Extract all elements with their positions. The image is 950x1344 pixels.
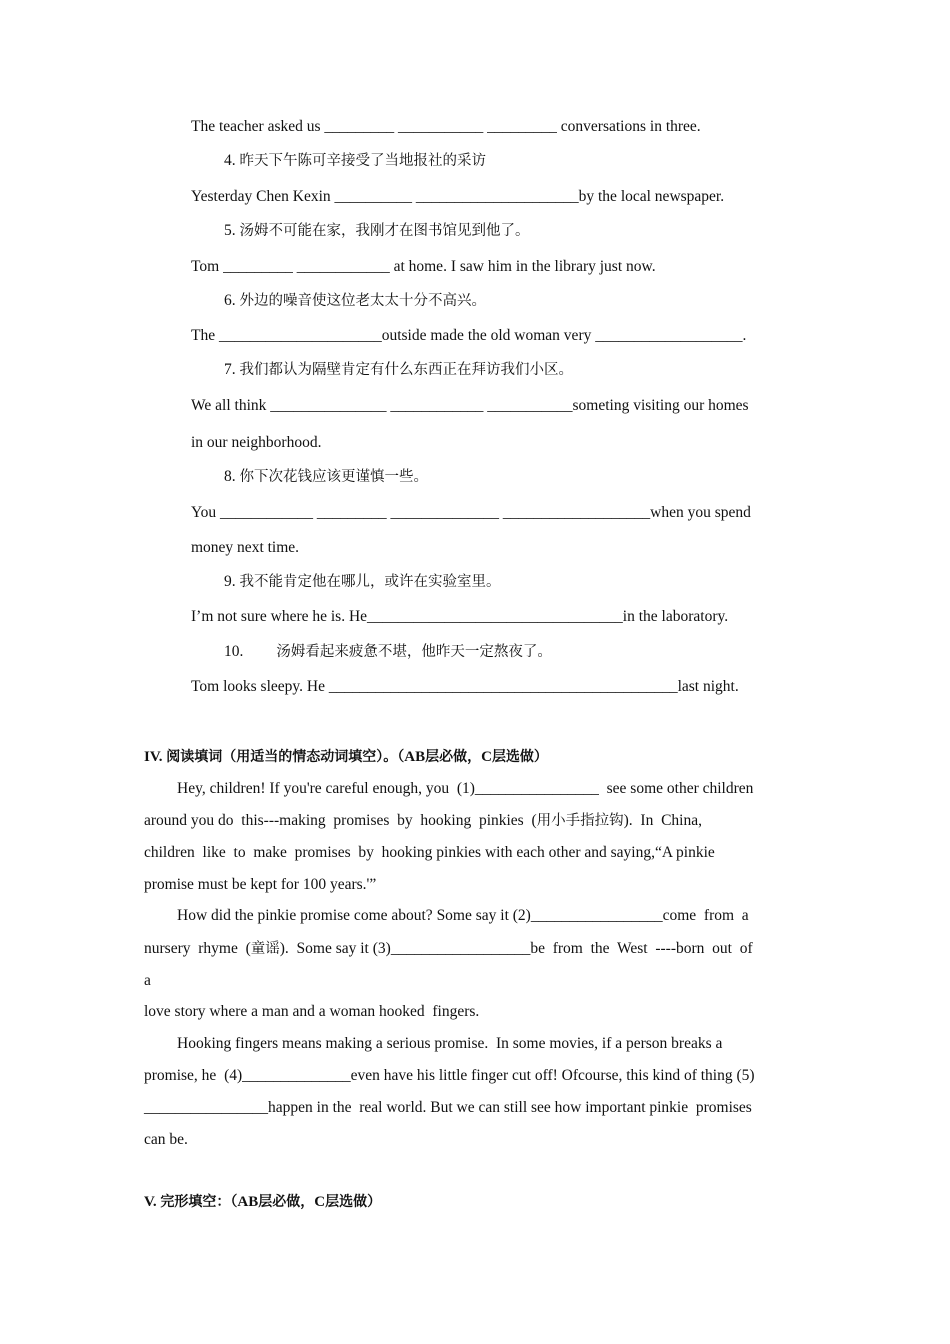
passage-line: How did the pinkie promise come about? Some say it (2)_________________come from a [177,907,749,924]
passage-line: Hey, children! If you're careful enough, you (1)________________ see some other children [177,780,754,797]
chinese-prompt: 汤姆看起来疲惫不堪，他昨天一定熬夜了。 [276,644,552,660]
passage-line: a [144,972,151,989]
question-4-answer-line: Yesterday Chen Kexin __________ _____________________by the local newspaper. [191,188,725,205]
question-8-prompt [224,467,428,487]
chinese-prompt: 外边的噪音使这位老太太十分不高兴。 [239,293,486,309]
chinese-prompt: 你下次花钱应该更谨慎一些。 [239,469,428,485]
heading-text: 层必做， [425,749,482,765]
passage-line: can be. [144,1131,188,1148]
question-6-prompt [224,291,486,311]
question-8-answer-line-2: money next time. [191,539,300,556]
question-9-answer-line: I’m not sure where he is. He_________________________________in the laboratory. [191,608,729,625]
passage-text: ). In China, [623,812,702,829]
passage-line: Hooking fingers means making a serious promise. In some movies, if a person breaks a [177,1035,723,1052]
question-number: 7. [224,361,236,378]
question-number: 8. [224,468,236,485]
question-5-prompt [224,221,530,241]
passage-line: promise, he (4)______________even have his little finger cut off! Ofcourse, this kind of thing (5) [144,1067,755,1084]
section-number: V. [144,1194,157,1210]
passage-line [144,811,702,831]
chinese-gloss: 童谣 [250,941,280,957]
question-number: 9. [224,573,236,590]
passage-line: ________________happen in the real world. But we can still see how important pinkie promises [144,1099,752,1116]
chinese-prompt: 汤姆不可能在家，我刚才在图书馆见到他了。 [239,223,530,239]
question-9-prompt [224,572,501,592]
section-number: IV. [144,749,163,765]
sentence-line: The teacher asked us _________ ___________ _________ conversations in three. [191,118,701,135]
section-4-heading [144,747,548,767]
passage-line: love story where a man and a woman hooked fingers. [144,1003,480,1020]
question-7-answer-line-2: in our neighborhood. [191,434,322,451]
passage-line: promise must be kept for 100 years.'” [144,876,377,893]
question-4-prompt [224,151,486,171]
passage-line: children like to make promises by hooking pinkies with each other and saying,“A pinkie [144,844,715,861]
question-number: 6. [224,292,236,309]
heading-text: 阅读填词（用适当的情态动词填空）。（ [166,749,405,765]
question-number: 5. [224,222,236,239]
heading-text: C [314,1194,326,1210]
section-5-heading [144,1192,381,1212]
heading-text: C [481,749,492,765]
chinese-prompt: 昨天下午陈可辛接受了当地报社的采访 [239,153,486,169]
passage-text: around you do this---making promises by hooking pinkies ( [144,812,537,829]
question-5-answer-line: Tom _________ ____________ at home. I saw him in the library just now. [191,258,656,275]
question-7-answer-line: We all think _______________ ____________ ___________someting visiting our homes [191,397,749,414]
heading-text: AB [237,1194,259,1210]
chinese-prompt: 我们都认为隔壁肯定有什么东西正在拜访我们小区。 [239,362,573,378]
question-10-prompt [224,642,552,662]
heading-text: 层选做） [325,1194,382,1210]
question-8-answer-line: You ____________ _________ ______________ ___________________when you spend [191,504,751,521]
passage-text: ). Some say it (3)__________________be from the West ----born out of [279,940,753,957]
chinese-gloss: 用小手指拉钩 [536,813,624,829]
question-6-answer-line: The _____________________outside made the old woman very ___________________. [191,327,747,344]
chinese-prompt: 我不能肯定他在哪儿，或许在实验室里。 [239,574,501,590]
heading-text: AB [404,749,426,765]
question-number: 10. [224,643,244,660]
question-number: 4. [224,152,236,169]
heading-text: 完形填空：（ [160,1194,238,1210]
passage-text: nursery rhyme ( [144,940,251,957]
passage-line [144,939,753,959]
heading-text: 层必做， [258,1194,315,1210]
question-7-prompt [224,360,573,380]
heading-text: 层选做） [491,749,548,765]
question-10-answer-line: Tom looks sleepy. He _____________________________________________last night. [191,678,739,695]
